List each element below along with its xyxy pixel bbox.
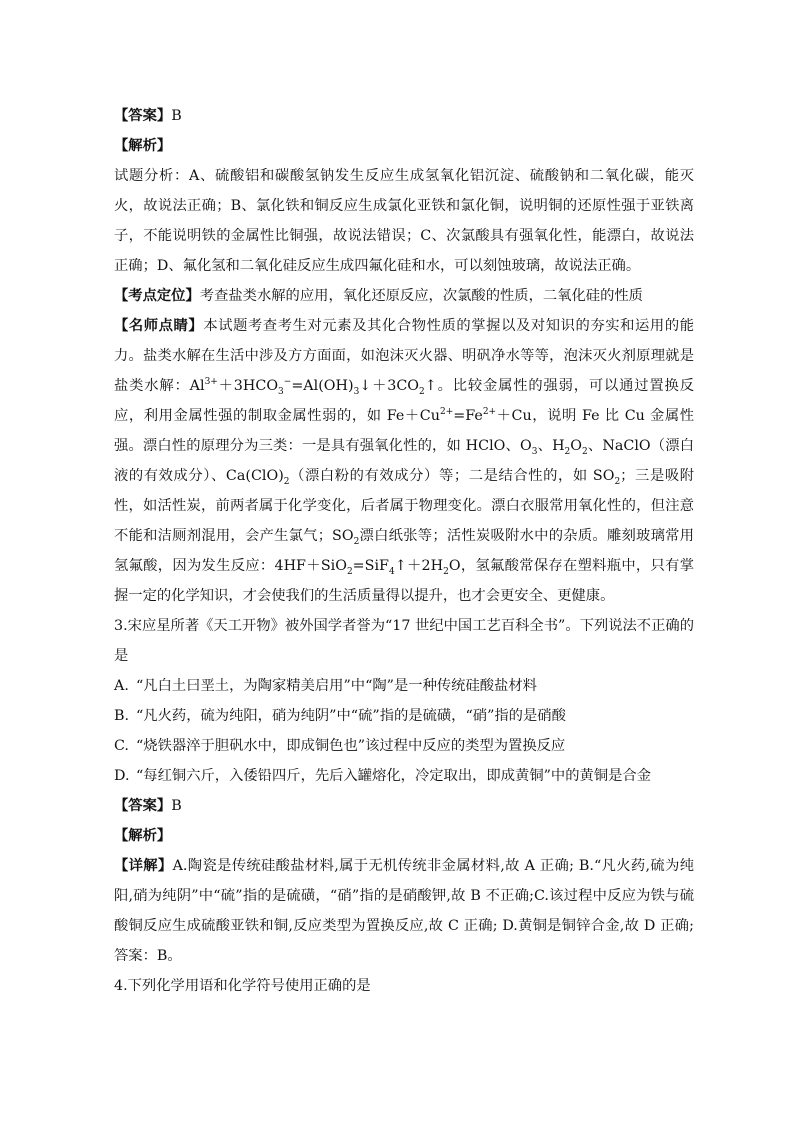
analysis-label-2: 【解析】 <box>114 828 172 844</box>
mingshi-paragraph: 【名师点睛】本试题考查考生对元素及其化合物性质的掌握以及对知识的夯实和运用的能力。盐类水解在生活中涉及方方面面，如泡沫灭火器、明矾净水等等，泡沫灭火剂原理就是盐类水解：$Al^{3+}+3HCO_3^-=Al(OH)_3↓+3CO_2↑$。比较金属性的强弱，可以通过置换反应，利用金属性强的制取金属性弱的，如 $Fe+Cu^{2+}=Fe^{2+}+Cu$，说明 Fe 比 Cu 金属性强。漂白性的原理分为三类：一是具有强氧化性的，如 HClO、$O_3$、$H_2O_2$、NaClO（漂白液的有效成分）、$Ca(ClO)_2$（漂白粉的有效成分）等；二是结合性的，如 $SO_2$；三是吸附性，如活性炭，前两者属于化学变化，后者属于物理变化。漂白衣服常用氧化性的，但注意不能和洁厕剂混用，会产生氯气；$SO_2$漂白纸张等；活性炭吸附水中的杂质。雕刻玻璃常用氢氟酸，因为发生反应：$4HF+SiO_2=SiF_4↑+2H_2O$，氢氟酸常保存在塑料瓶中，只有掌握一定的化学知识，才会使我们的生活质量得以提升，也才会更安全、更健康。 <box>114 318 695 604</box>
content <box>114 101 694 1001</box>
analysis-label-1: 【解析】 <box>114 138 172 154</box>
kaodian-label: 【考点定位】 <box>114 288 200 304</box>
question-4-stem: 4.下列化学用语和化学符号使用正确的是 <box>114 978 371 994</box>
option-b: B. “凡火药，硫为纯阳，硝为纯阴”中“硫”指的是硫磺，“硝”指的是硝酸 <box>114 708 566 724</box>
analysis-text-1: 试题分析：A、硫酸铝和碳酸氢钠发生反应生成氢氧化铝沉淀、硫酸钠和二氧化碳，能灭火，故说法正确；B、氯化铁和铜反应生成氯化亚铁和氯化铜，说明铜的还原性强于亚铁离子，不能说明铁的金属性比铜强，故说法错误；C、次氯酸具有强氧化性，能漂白，故说法正确；D、氟化氢和二氧化硅反应生成四氟化硅和水，可以刻蚀玻璃，故说法正确。 <box>114 168 694 274</box>
answer-value-2: B <box>171 798 182 814</box>
option-c: C. “烧铁器淬于胆矾水中，即成铜色也”该过程中反应的类型为置换反应 <box>114 738 566 754</box>
detail-text: A.陶瓷是传统硅酸盐材料,属于无机传统非金属材料,故 A 正确; B.“凡火药,硫为纯阳,硝为纯阴”中“硫”指的是硫磺，“硝”指的是硝酸钾,故 B 不正确;C.该过程中反应为铁与硫酸铜反应生成硫酸亚铁和铜,反应类型为置换反应,故 C 正确; D.黄铜是铜锌合金,故 D 正确; 答案：B。 <box>114 858 695 964</box>
answer-value: B <box>171 108 182 124</box>
kaodian-text: 考查盐类水解的应用，氧化还原反应，次氯酸的性质，二氧化硅的性质 <box>199 288 643 304</box>
answer-line-1 <box>114 101 694 131</box>
detail-paragraph <box>114 851 694 971</box>
kaodian-line <box>114 281 694 311</box>
detail-label: 【详解】 <box>114 858 173 874</box>
answer-label: 【答案】 <box>114 108 172 124</box>
option-a: A. “凡白土曰垩土，为陶家精美启用”中“陶”是一种传统硅酸盐材料 <box>114 678 537 694</box>
mingshi-label: 【名师点睛】 <box>114 318 204 334</box>
question-3-stem: 3.宋应星所著《天工开物》被外国学者誉为“17 世纪中国工艺百科全书”。下列说法不正确的是 <box>114 618 694 664</box>
option-d: D. “每红铜六斤，入倭铅四斤，先后入罐熔化，冷定取出，即成黄铜”中的黄铜是合金 <box>114 768 652 784</box>
answer-line-2: 【答案】B <box>114 798 182 814</box>
